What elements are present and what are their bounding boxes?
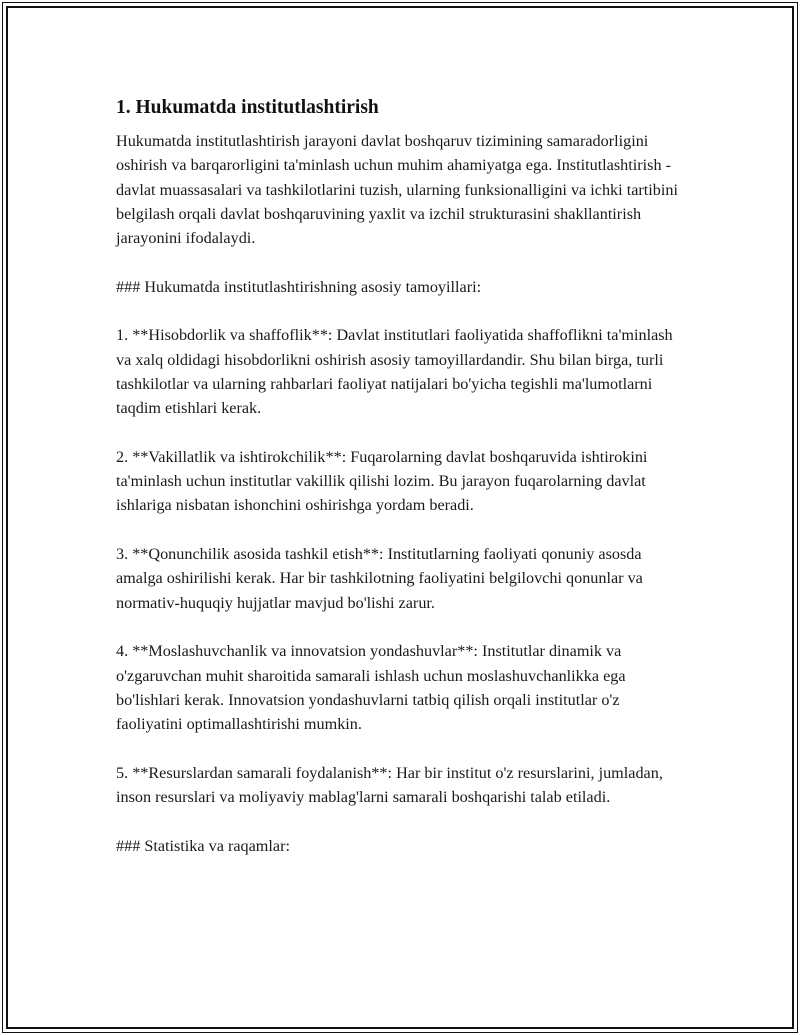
principle-item-3: 3. **Qonunchilik asosida tashkil etish**: Institutlarning faoliyati qonuniy asosda amalga oshirilishi kerak. Har bir tashkilotning faoliyatini belgilovchi qonunlar va normativ-huquqiy hujjatlar mavjud bo'lishi zarur. xyxy=(116,545,643,612)
intro-paragraph: Hukumatda institutlashtirish jarayoni davlat boshqaruv tizimining samaradorligini oshirish va barqarorligini ta'minlash uchun muhim ahamiyatga ega. Institutlashtirish - davlat muassasalari va tashkilotlarini tuzish, ularning funksionalligini va ichki tartibini belgilash orqali davlat boshqaruvining yaxlit va izchil strukturasini shakllantirish jarayonini ifodalaydi. xyxy=(116,132,678,248)
document-content xyxy=(116,95,688,882)
principles-subheading: ### Hukumatda institutlashtirishning asosiy tamoyillari: xyxy=(116,277,482,296)
principle-item-2: 2. **Vakillatlik va ishtirokchilik**: Fuqarolarning davlat boshqaruvida ishtirokini ta'minlash uchun institutlar vakillik qilishi lozim. Bu jarayon fuqarolarning davlat ishlariga nisbatan ishonchini oshirishga yordam beradi. xyxy=(116,447,648,515)
principle-item-5: 5. **Resurslardan samarali foydalanish**: Har bir institut o'z resurslarini, jumladan, inson resurslari va moliyaviy mablag'larni samarali boshqarishi talab etiladi. xyxy=(116,763,663,807)
principle-item-4: 4. **Moslashuvchanlik va innovatsion yondashuvlar**: Institutlar dinamik va o'zgaruvchan muhit sharoitida samarali ishlash uchun moslashuvchanlikka ega bo'lishlari kerak. Innovatsion yondashuvlarni tatbiq qilish orqali institutlar o'z faoliyatini optimallashtirishi mumkin. xyxy=(116,642,626,734)
document-page xyxy=(2,2,798,1033)
document-title: 1. Hukumatda institutlashtirish xyxy=(116,97,379,118)
statistics-subheading: ### Statistika va raqamlar: xyxy=(116,836,290,855)
principle-item-1: 1. **Hisobdorlik va shaffoflik**: Davlat institutlari faoliyatida shaffoflikni ta'minlash va xalq oldidagi hisobdorlikni oshirish asosiy tamoyillardandir. Shu bilan birga, turli tashkilotlar va ularning rahbarlari faoliyat natijalari bo'yicha tegishli ma'lumotlarni taqdim etishlari kerak. xyxy=(116,326,673,418)
